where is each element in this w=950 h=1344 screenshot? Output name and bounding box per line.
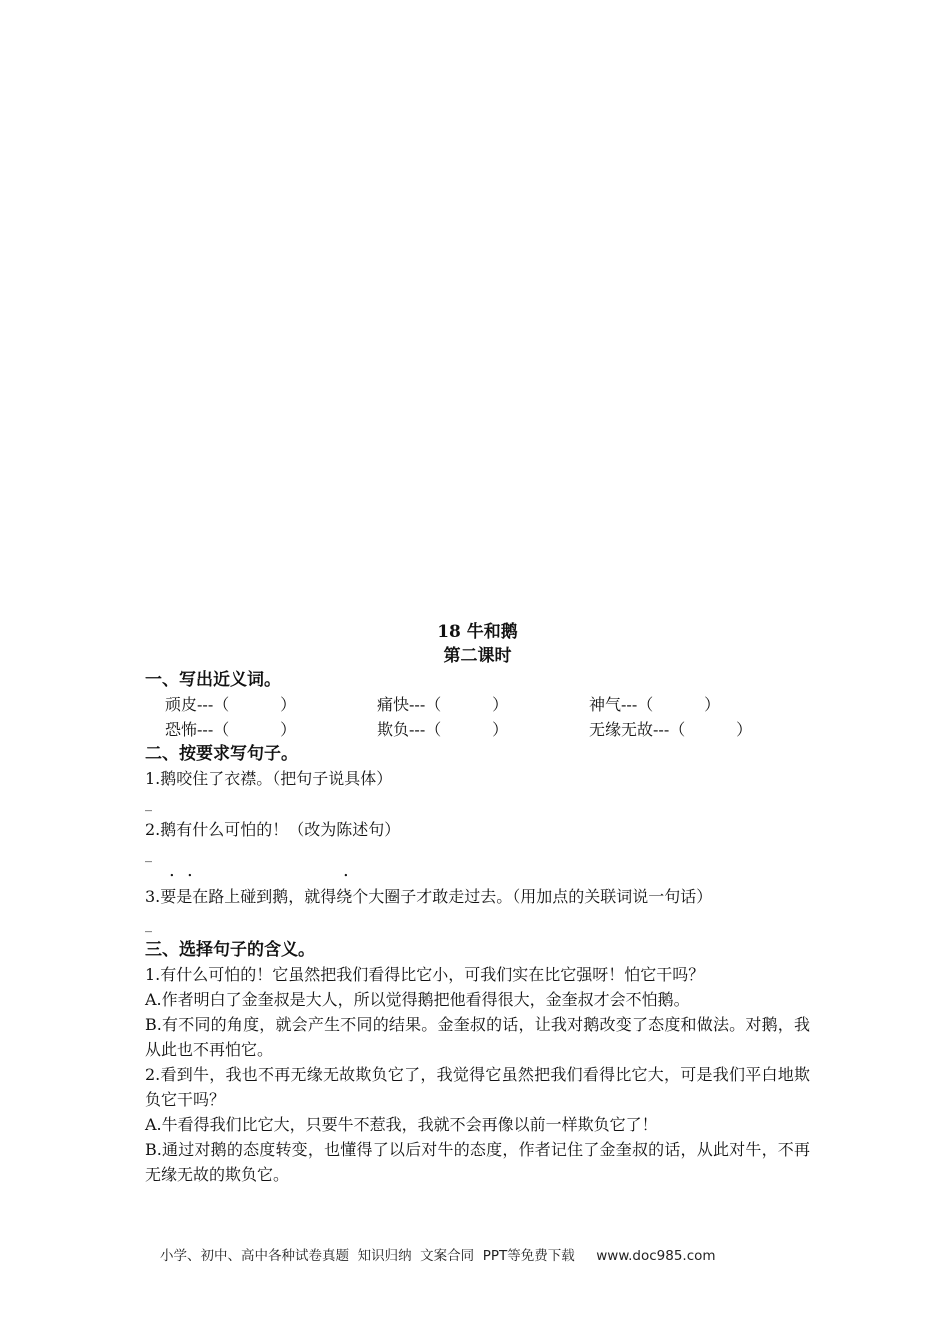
section3-heading: 三、选择句子的含义。: [145, 940, 315, 960]
answer-blank-3: _: [145, 917, 152, 933]
emphasis-dot: .: [187, 860, 193, 881]
lesson-title: 18 牛和鹅: [437, 622, 518, 642]
synonym-row: [145, 717, 810, 742]
synonym-item: 神气---（ ）: [589, 695, 721, 714]
worksheet: [145, 620, 810, 1187]
emphasis-dot: .: [343, 860, 349, 881]
question-1: 1.鹅咬住了衣襟。（把句子说具体）: [145, 769, 393, 788]
answer-blank-2: _: [145, 847, 152, 863]
synonym-item: 恐怖---（ ）: [165, 720, 297, 739]
synonym-item: 顽皮---（ ）: [165, 695, 297, 714]
choice-line: 1.有什么可怕的！它虽然把我们看得比它小，可我们实在比它强呀！怕它干吗？: [145, 965, 705, 984]
emphasis-dots: [145, 860, 810, 882]
choice-line: A.牛看得我们比它大，只要牛不惹我，我就不会再像以前一样欺负它了！: [145, 1115, 658, 1134]
synonym-item: 痛快---（ ）: [377, 695, 509, 714]
question-3: 3.要是在路上碰到鹅，就得绕个大圈子才敢走过去。（用加点的关联词说一句话）: [145, 887, 713, 906]
synonym-item: 欺负---（ ）: [377, 720, 509, 739]
answer-blank-1: _: [145, 796, 152, 812]
page-footer: 小学、初中、高中各种试卷真题 知识归纳 文案合同 PPT等免费下载 www.doc985.com: [160, 1248, 716, 1264]
question-2: 2.鹅有什么可怕的！（改为陈述句）: [145, 820, 401, 839]
section2-heading: 二、按要求写句子。: [145, 744, 298, 764]
choice-line: 2.看到牛，我也不再无缘无故欺负它了，我觉得它虽然把我们看得比它大，可是我们平白地欺负它干吗？: [145, 1065, 810, 1109]
section1-heading: 一、写出近义词。: [145, 670, 281, 690]
choice-line: B.有不同的角度，就会产生不同的结果。金奎叔的话，让我对鹅改变了态度和做法。对鹅，我从此也不再怕它。: [145, 1015, 810, 1059]
synonym-row: [145, 692, 810, 717]
synonym-item: 无缘无故---（ ）: [589, 720, 753, 739]
emphasis-dot: .: [169, 860, 175, 881]
choice-line: B.通过对鹅的态度转变，也懂得了以后对牛的态度，作者记住了金奎叔的话，从此对牛，不再无缘无故的欺负它。: [145, 1140, 810, 1184]
lesson-subtitle: 第二课时: [443, 646, 512, 666]
choice-line: A.作者明白了金奎叔是大人，所以觉得鹅把他看得很大，金奎叔才会不怕鹅。: [145, 990, 690, 1009]
